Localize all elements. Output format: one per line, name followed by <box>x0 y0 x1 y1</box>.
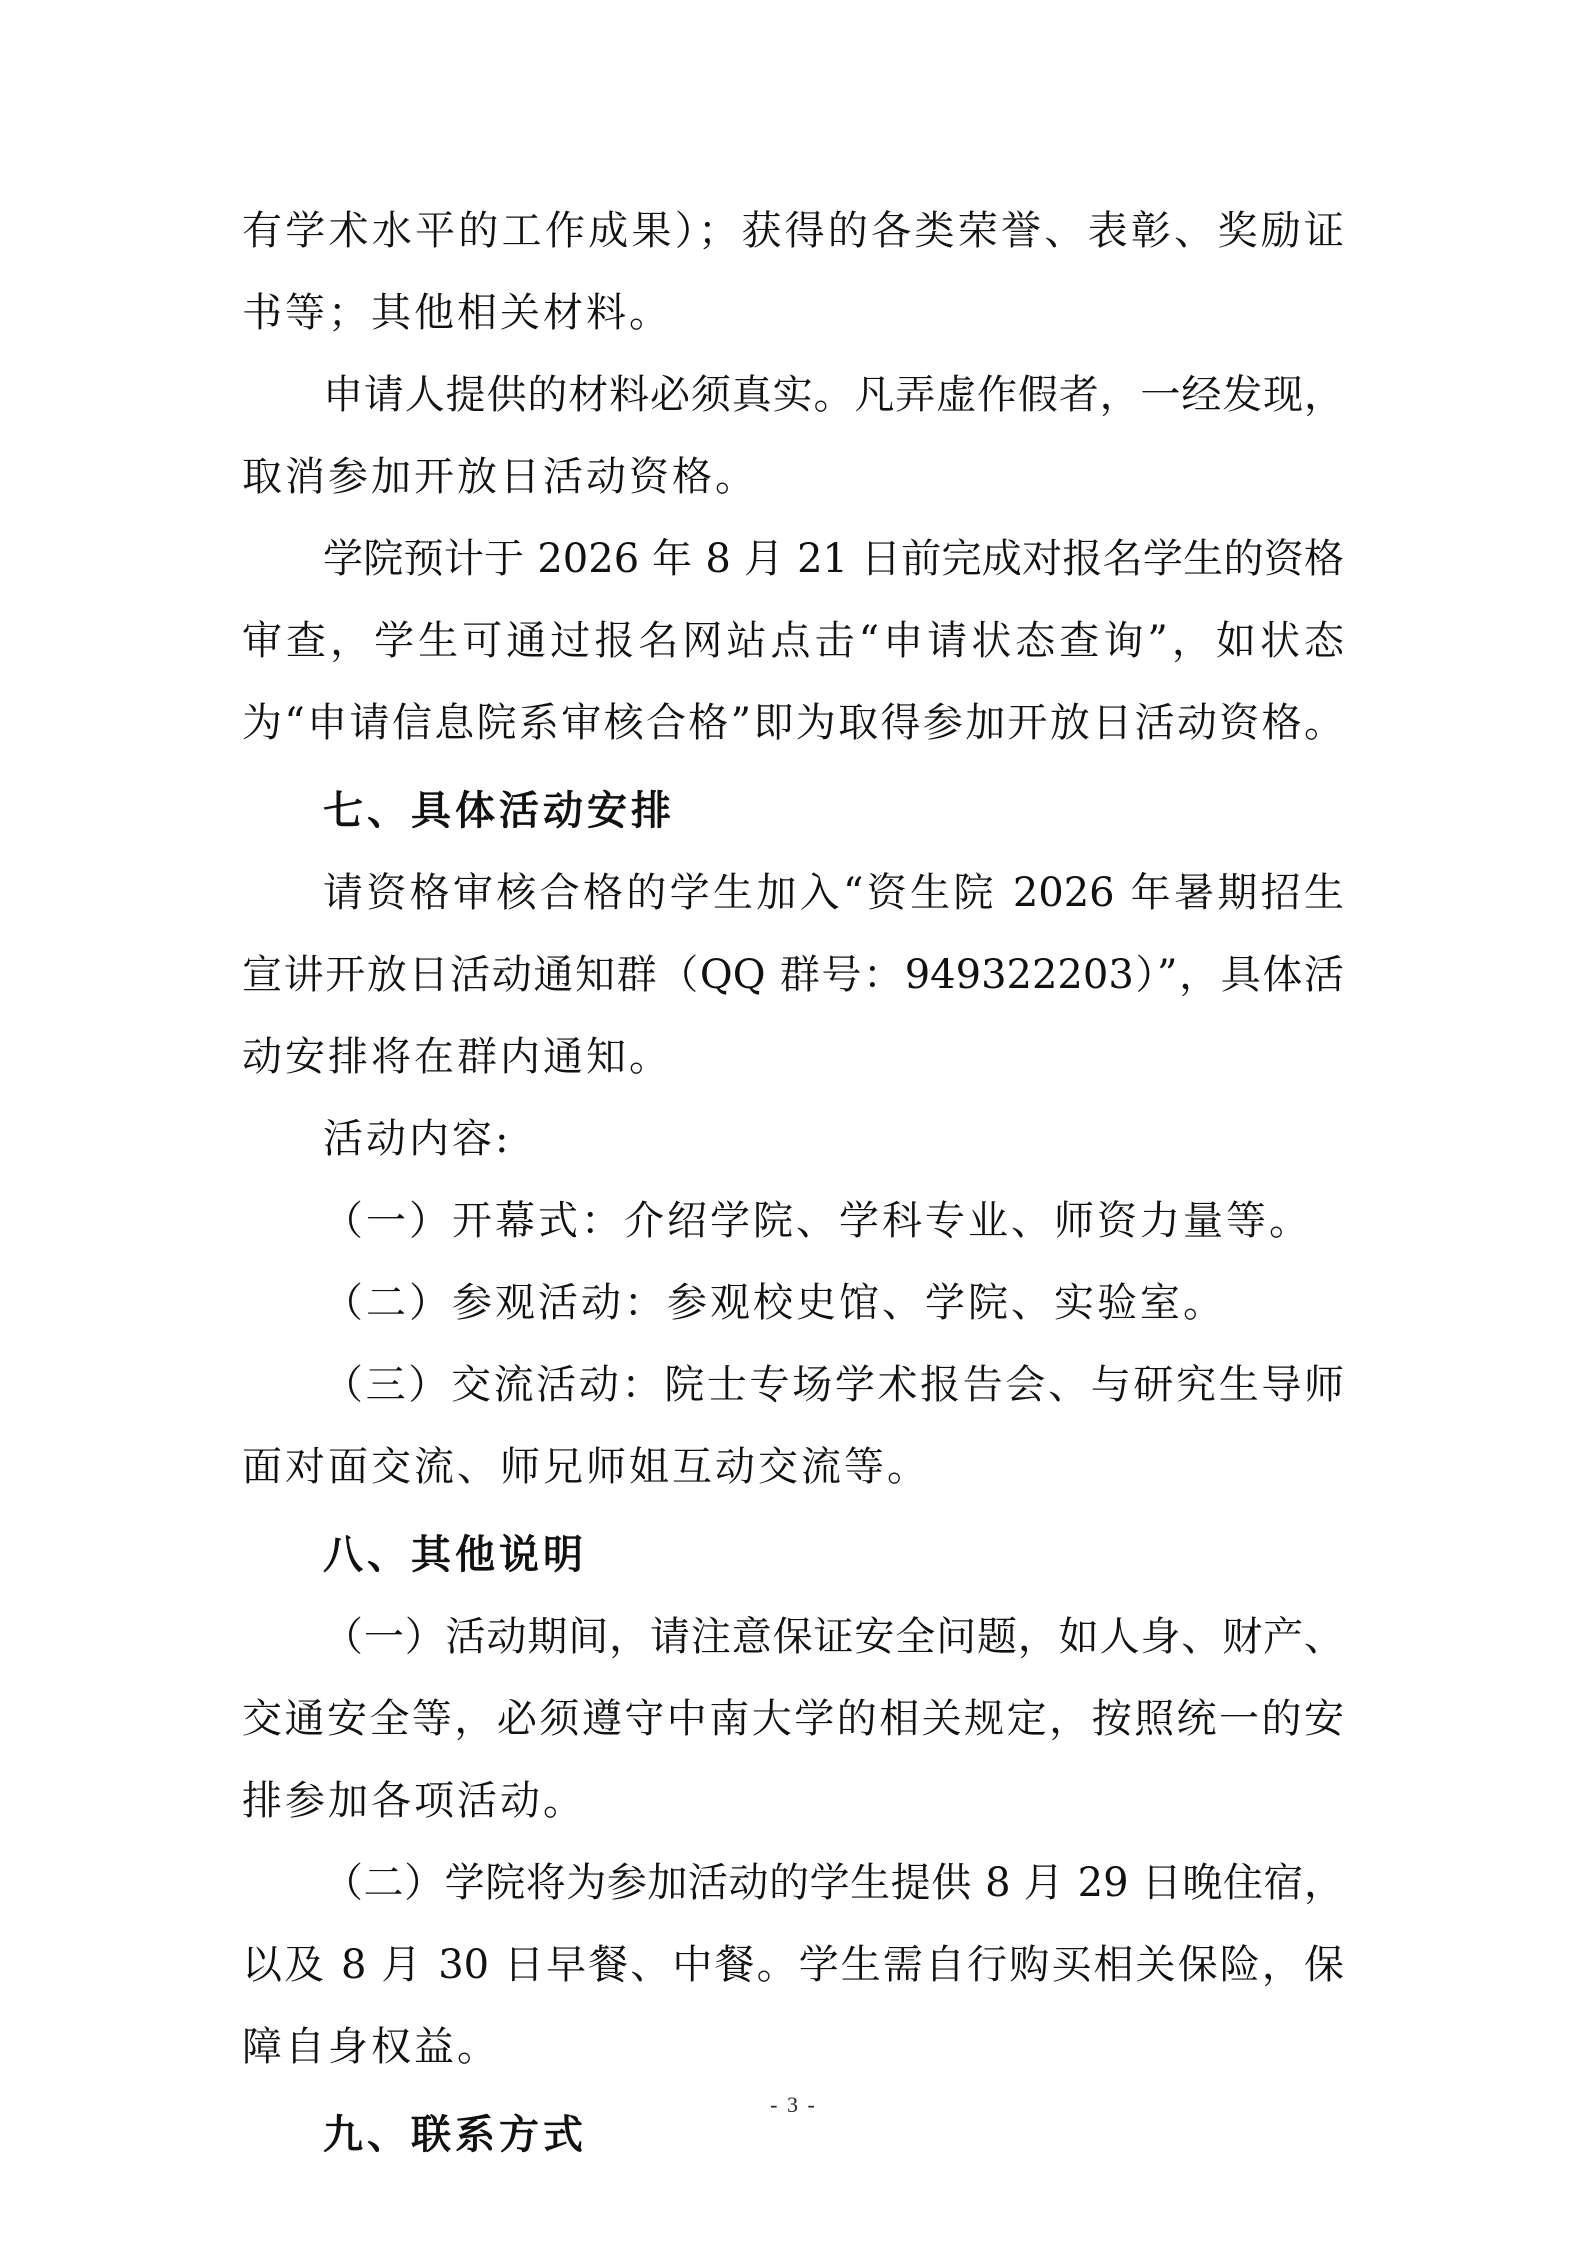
paragraph-line: 面对面交流、师兄师姐互动交流等。 <box>242 1444 930 1490</box>
paragraph-line: 为“申请信息院系审核合格”即为取得参加开放日活动资格。 <box>242 700 1344 746</box>
document-body <box>242 190 1344 2176</box>
page-number: - 3 - <box>770 2092 817 2117</box>
section-heading-7: 七、具体活动安排 <box>323 788 675 834</box>
paragraph-line: 请资格审核合格的学生加入“资生院 2026 年暑期招生 <box>323 870 1344 916</box>
paragraph-line: 申请人提供的材料必须真实。凡弄虚作假者，一经发现， <box>323 372 1344 418</box>
list-item: （二）学院将为参加活动的学生提供 8 月 29 日晚住宿， <box>323 1860 1344 1906</box>
paragraph-line: 交通安全等，必须遵守中南大学的相关规定，按照统一的安 <box>242 1696 1344 1742</box>
paragraph-line: 排参加各项活动。 <box>242 1778 586 1824</box>
list-item: （一）活动期间，请注意保证安全问题，如人身、财产、 <box>323 1614 1344 1660</box>
paragraph-line: 取消参加开放日活动资格。 <box>242 454 758 500</box>
list-item: （二）参观活动：参观校史馆、学院、实验室。 <box>323 1280 1226 1326</box>
paragraph-line: 书等；其他相关材料。 <box>242 290 672 336</box>
section-heading-8: 八、其他说明 <box>323 1532 587 1578</box>
paragraph-line: 活动内容: <box>323 1116 512 1162</box>
paragraph-line: 有学术水平的工作成果）；获得的各类荣誉、表彰、奖励证 <box>242 208 1344 254</box>
paragraph-line: 障自身权益。 <box>242 2024 500 2070</box>
paragraph-line: 学院预计于 2026 年 8 月 21 日前完成对报名学生的资格 <box>323 536 1344 582</box>
paragraph-line: 以及 8 月 30 日早餐、中餐。学生需自行购买相关保险，保 <box>242 1942 1344 1988</box>
paragraph-line: 审查，学生可通过报名网站点击“申请状态查询”，如状态 <box>242 618 1344 664</box>
list-item: （一）开幕式：介绍学院、学科专业、师资力量等。 <box>323 1198 1312 1244</box>
list-item: （三）交流活动：院士专场学术报告会、与研究生导师 <box>323 1362 1344 1408</box>
section-heading-9: 九、联系方式 <box>323 2112 587 2158</box>
paragraph-line: 宣讲开放日活动通知群（QQ 群号：949322203）”，具体活 <box>242 952 1344 998</box>
paragraph-line: 动安排将在群内通知。 <box>242 1034 672 1080</box>
